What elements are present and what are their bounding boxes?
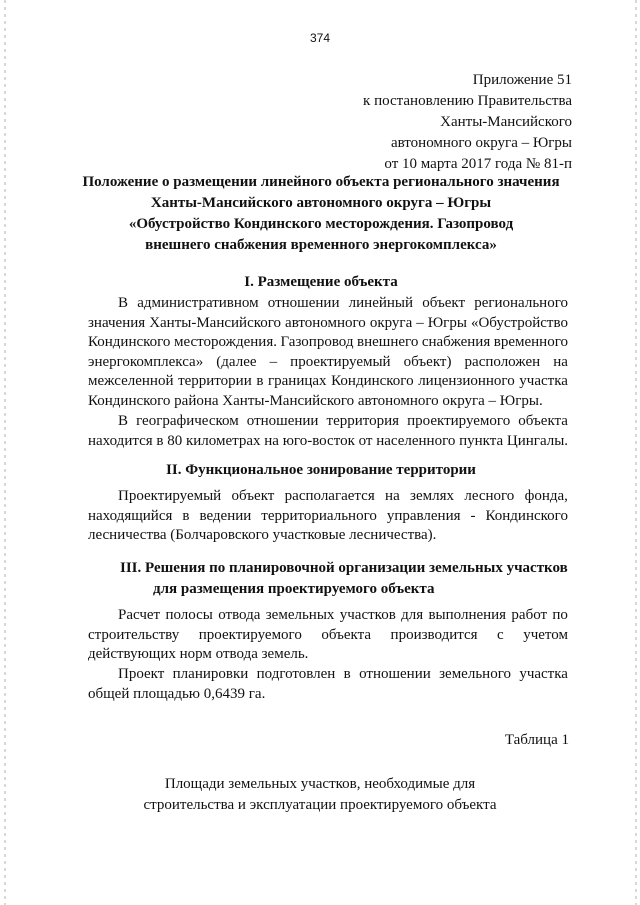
word: (далее [216, 353, 257, 370]
word: подготовлен [256, 666, 336, 682]
word: границах [268, 373, 327, 390]
document-title [70, 172, 572, 256]
word: объект [231, 488, 275, 504]
word: в [182, 507, 190, 524]
word: объекта [321, 626, 372, 643]
text-line [88, 314, 568, 334]
section-3-paragraph-1 [88, 606, 568, 665]
word: территория [326, 413, 400, 429]
word: линейный [348, 295, 414, 311]
section-3-heading-line-2: для размещения проектируемого объекта [153, 581, 435, 597]
word: участков [339, 607, 396, 623]
text-line [88, 353, 568, 373]
text-line [88, 665, 568, 685]
table-caption-line: строительства и эксплуатации проектируемого объекта [143, 797, 497, 813]
appendix-line: от 10 марта 2017 года № 81-п [384, 156, 572, 172]
word: межселенной [88, 373, 174, 390]
word: Ханты-Мансийского [149, 314, 282, 331]
word: Югры [427, 314, 467, 331]
word: Проектируемый [118, 488, 222, 504]
word: для [401, 607, 424, 623]
section-3-heading-line-1: III. Решения по планировочной организации земельных участков [120, 560, 568, 576]
text-line [88, 626, 568, 646]
word: строительству [88, 626, 180, 643]
word: В [118, 413, 129, 429]
word: работ [511, 607, 548, 623]
word: административном [137, 295, 259, 311]
text-line [88, 333, 568, 353]
title-line: Ханты-Мансийского автономного округа – Югры [150, 195, 492, 211]
appendix-line: к постановлению Правительства [363, 93, 572, 109]
word: Расчет [118, 607, 161, 623]
table-caption-line: Площади земельных участков, необходимые для [164, 776, 476, 792]
word: отношении [359, 666, 431, 682]
scan-edge-left [4, 0, 6, 905]
word: на [553, 353, 568, 370]
section-1-paragraph-1 [88, 294, 568, 412]
table-caption [70, 774, 570, 816]
section-3-paragraph-2 [88, 665, 568, 704]
word: объекта [518, 413, 568, 429]
word: автономного [285, 314, 366, 331]
scan-edge-right [635, 0, 637, 905]
word: выполнения [428, 607, 507, 623]
word: отношении [267, 295, 340, 311]
word: Кондинского [331, 373, 414, 390]
word: географическом [136, 413, 239, 429]
text-line: общей площадью 0,6439 га. [88, 685, 266, 702]
word: лицензионного [418, 373, 515, 390]
section-1-heading: I. Размещение объекта [244, 274, 398, 290]
word: проектируемого [407, 413, 511, 429]
word: месторождения. [173, 334, 277, 351]
page-number: 374 [309, 31, 331, 45]
text-line [88, 412, 568, 432]
appendix-line: Ханты-Мансийского [440, 114, 572, 130]
word: планировки [172, 666, 249, 682]
word: Кондинского [88, 334, 171, 351]
appendix-line: Приложение 51 [472, 72, 572, 88]
section-2-heading: II. Функциональное зонирование территории [166, 462, 476, 478]
table-label: Таблица 1 [504, 732, 569, 748]
word: земельного [439, 666, 511, 682]
word: по [552, 607, 568, 623]
word: округа [369, 314, 413, 331]
word: Проект [118, 666, 165, 682]
word: – [416, 314, 424, 331]
title-line: «Обустройство Кондинского месторождения. Газопровод [128, 216, 514, 232]
word: проектируемый [290, 353, 391, 370]
word: управления [386, 507, 461, 524]
word: Кондинского [485, 507, 568, 524]
text-line: находится в 80 километрах на юго-восток от населенного пункта Цингалы. [88, 432, 569, 449]
word: с [497, 626, 504, 643]
text-line: Кондинского района Ханты-Мансийского автономного округа – Югры. [88, 392, 543, 409]
word: временного [493, 334, 568, 351]
word: В [118, 295, 129, 311]
word: участка [519, 666, 568, 682]
word: учетом [523, 626, 568, 643]
word: энергокомплекса» [88, 353, 204, 370]
word: проектируемого [198, 626, 302, 643]
text-line [88, 487, 568, 507]
word: отношении [246, 413, 319, 429]
text-line [88, 372, 568, 392]
word: объект [422, 295, 466, 311]
word: ведении [199, 507, 252, 524]
word: снабжения [421, 334, 491, 351]
word: находящийся [88, 507, 173, 524]
word: расположен [464, 353, 541, 370]
word: - [470, 507, 476, 524]
title-line: Положение о размещении линейного объекта регионального значения [82, 174, 560, 190]
title-line: внешнего снабжения временного энергокомплекса» [145, 237, 497, 253]
word: – [269, 353, 278, 370]
word: Газопровод [280, 334, 354, 351]
word: на [385, 488, 400, 504]
word: объект) [403, 353, 452, 370]
word: «Обустройство [470, 314, 568, 331]
word: в [343, 666, 351, 682]
word: отвода [218, 607, 261, 623]
word: значения [88, 314, 146, 331]
word: регионального [474, 295, 568, 311]
word: в [256, 373, 264, 390]
section-1-paragraph-2 [88, 412, 568, 451]
word: землях [410, 488, 455, 504]
word: территории [178, 373, 252, 390]
word: производится [390, 626, 478, 643]
word: фонда, [524, 488, 568, 504]
word: внешнего [357, 334, 419, 351]
section-2-paragraph-1 [88, 487, 568, 546]
word: полосы [165, 607, 213, 623]
word: участка [519, 373, 568, 390]
text-line [88, 294, 568, 314]
appendix-line: автономного округа – Югры [390, 135, 572, 151]
appendix-block [363, 70, 572, 175]
word: располагается [284, 488, 375, 504]
text-line [88, 507, 568, 527]
text-line [88, 606, 568, 626]
text-line: лесничества (Болчаровского участковые лесничества). [88, 527, 437, 544]
word: лесного [464, 488, 515, 504]
word: территориального [261, 507, 377, 524]
text-line: действующих норм отвода земель. [88, 646, 309, 663]
word: земельных [265, 607, 335, 623]
